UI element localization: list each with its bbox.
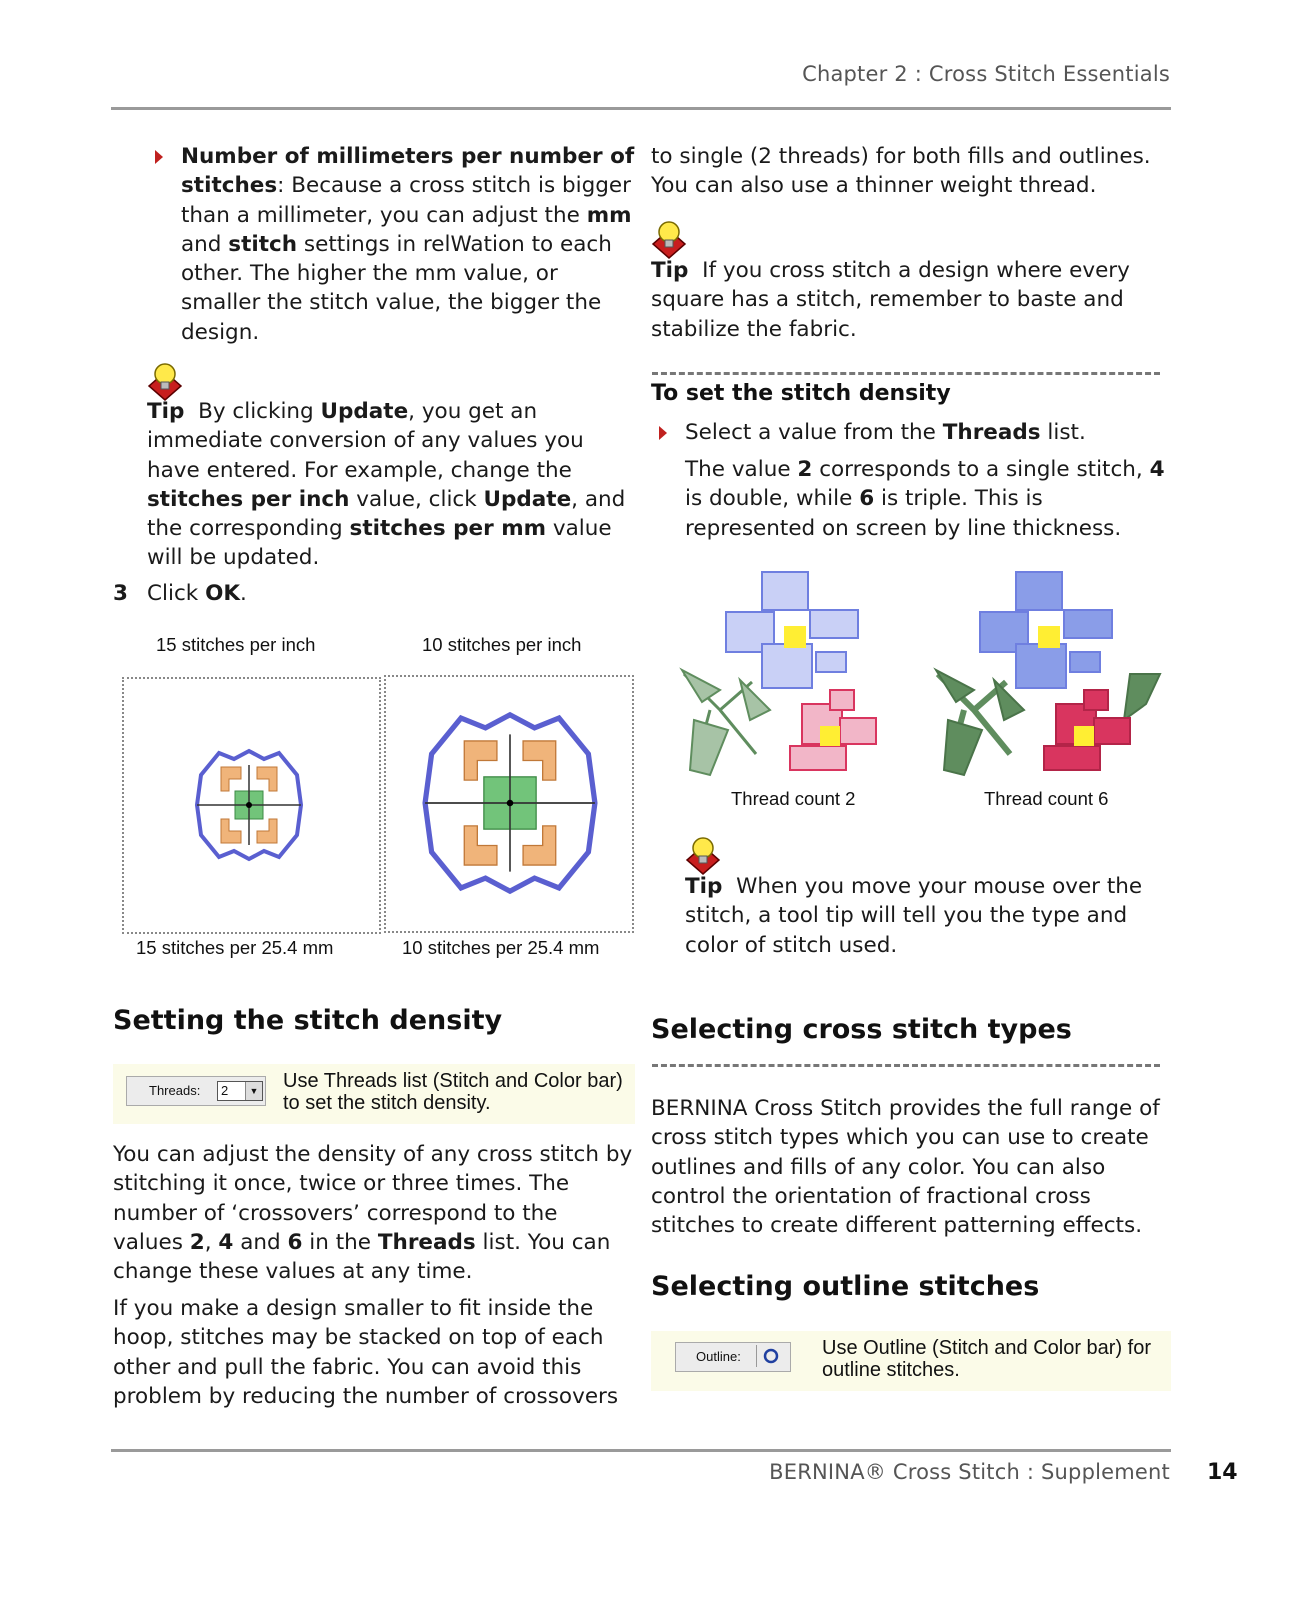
tip-1-label: Tip	[147, 399, 185, 424]
section-title-stitch-density: Setting the stitch density	[113, 1005, 503, 1036]
outline-stitch-icon[interactable]	[756, 1345, 783, 1367]
tip-2-label: Tip	[651, 258, 689, 283]
caption-thread-count-6: Thread count 6	[984, 788, 1109, 809]
bullet-arrow-icon	[155, 150, 163, 164]
outline-control	[675, 1342, 791, 1372]
step-3	[113, 579, 128, 608]
outline-note-text: Use Outline (Stitch and Color bar) for outline stitches.	[822, 1337, 1152, 1381]
dashed-divider	[652, 372, 1160, 375]
flower-thread-count-2	[680, 570, 910, 785]
caption-10-per-inch: 10 stitches per inch	[422, 634, 582, 655]
hoop-paragraph: If you make a design smaller to fit inside the hoop, stitches may be stacked on top of each other and pull the fabric. You can avoid this problem by reducing the number of crossovers	[113, 1296, 619, 1409]
bullet-mm-term: Number of millimeters per number of stitches	[181, 144, 635, 199]
value-explanation: The value 2 corresponds to a single stitch, 4 is double, while 6 is triple. This is represented on screen by line thickness.	[685, 457, 1165, 541]
select-threads-step: Select a value from the Threads list.	[685, 420, 1086, 445]
tip-lightbulb-icon	[651, 220, 687, 260]
page-number: 14	[1207, 1460, 1238, 1485]
tip-3-paragraph: Tip When you move your mouse over the stitch, a tool tip will tell you the type and color of stitch used.	[685, 874, 1143, 958]
bullet-mm-paragraph: Number of millimeters per number of stitches: Because a cross stitch is bigger than a millimeter, you can adjust the mm and stitch settings in relWation to each other. The higher the mm value, or smaller the stitch value, the bigger the design.	[181, 144, 635, 345]
procedure-title: To set the stitch density	[651, 381, 951, 406]
chapter-header: Chapter 2 : Cross Stitch Essentials	[802, 62, 1170, 86]
dashed-divider	[652, 1064, 1160, 1067]
footer-rule	[111, 1449, 1171, 1452]
flower-thread-count-6	[934, 570, 1164, 785]
threads-select[interactable]	[217, 1081, 263, 1101]
types-paragraph: BERNINA Cross Stitch provides the full range of cross stitch types which you can use to create outlines and fills of any color. You can also control the orientation of fractional cross stitches to create different patterning effects.	[651, 1096, 1160, 1239]
tip-lightbulb-icon	[147, 362, 183, 402]
section-title-cross-stitch-types: Selecting cross stitch types	[651, 1014, 1072, 1045]
step-3-text: Click OK.	[147, 581, 247, 606]
chevron-down-icon[interactable]: ▼	[245, 1082, 262, 1100]
footer-title: BERNINA® Cross Stitch : Supplement	[769, 1460, 1170, 1484]
caption-10-per-mm: 10 stitches per 25.4 mm	[402, 937, 600, 958]
threads-note-text: Use Threads list (Stitch and Color bar) to set the stitch density.	[283, 1070, 623, 1114]
caption-15-per-mm: 15 stitches per 25.4 mm	[136, 937, 334, 958]
section-title-outline-stitches: Selecting outline stitches	[651, 1271, 1040, 1302]
tip-lightbulb-icon	[685, 836, 721, 876]
tip-3-label: Tip	[685, 874, 723, 899]
caption-15-per-inch: 15 stitches per inch	[156, 634, 316, 655]
threads-control	[126, 1076, 266, 1106]
tip-2-paragraph: Tip If you cross stitch a design where every square has a stitch, remember to baste and stabilize the fabric.	[651, 258, 1130, 342]
caption-thread-count-2: Thread count 2	[731, 788, 856, 809]
outline-control-label: Outline:	[696, 1349, 741, 1364]
density-paragraph: You can adjust the density of any cross stitch by stitching it once, twice or three times. The number of ‘crossovers’ correspond to the values 2, 4 and 6 in the Threads list. You can change these values at any time.	[113, 1142, 633, 1285]
bullet-arrow-icon	[659, 426, 667, 440]
header-rule	[111, 107, 1171, 110]
tip-1-paragraph: Tip By clicking Update, you get an immediate conversion of any values you have entered. For example, change the stitches per inch value, click Update, and the corresponding stitches per mm value will be updated.	[147, 399, 626, 571]
threads-select-value: 2	[221, 1083, 229, 1098]
threads-control-label: Threads:	[149, 1083, 201, 1098]
cross-stitch-design-small	[189, 745, 309, 865]
cross-stitch-design-large	[412, 705, 608, 901]
step-number: 3	[113, 581, 128, 606]
continued-paragraph: to single (2 threads) for both fills and outlines. You can also use a thinner weight thread.	[651, 144, 1151, 199]
